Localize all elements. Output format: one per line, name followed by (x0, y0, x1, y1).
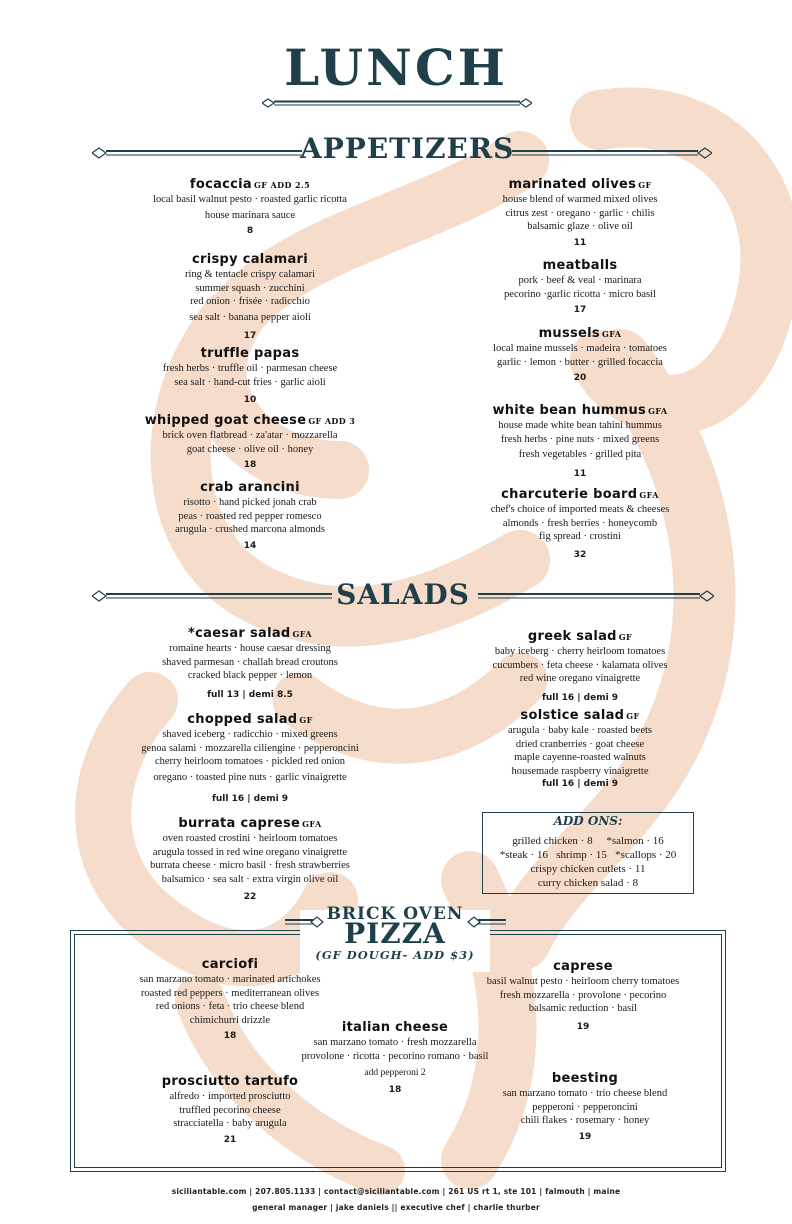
menu-item-meatballs (400, 258, 760, 317)
item-desc: fresh vegetables · grilled pita (518, 449, 642, 460)
salads-left-ornament (92, 590, 332, 602)
item-desc: chili flakes · rosemary · honey (520, 1115, 650, 1126)
menu-item-white-bean-hummus (400, 403, 760, 481)
item-name: caprese (553, 959, 613, 974)
appetizers-left-ornament (92, 147, 302, 159)
item-desc: fig spread · crostini (539, 531, 621, 542)
item-desc: san marzano tomato · fresh mozzarella (313, 1037, 477, 1048)
pizza-heading-big: PIZZA (344, 917, 446, 950)
item-tag: GF (618, 632, 633, 642)
item-desc: truffled pecorino cheese (179, 1104, 281, 1116)
item-desc: fresh herbs · truffle oil · parmesan cheese (162, 363, 338, 374)
item-desc: chimichurri drizzle (189, 1014, 271, 1026)
item-desc: pepperoni · pepperoncini (532, 1101, 638, 1113)
item-desc: chef's choice of imported meats & cheeses (490, 504, 670, 515)
item-desc: red onions · feta · trio cheese blend (155, 1001, 305, 1012)
item-name: marinated olives (508, 177, 637, 192)
page-title: LUNCH (284, 38, 508, 97)
item-name: white bean hummus (492, 403, 647, 418)
item-price: full 16 | demi 9 (541, 779, 619, 789)
item-name: *caesar salad (188, 626, 291, 641)
item-tag: GF (299, 715, 313, 725)
appetizers-right-ornament (512, 147, 712, 159)
item-desc: red wine oregano vinaigrette (519, 673, 641, 684)
item-name: crispy calamari (191, 252, 308, 267)
item-desc: shaved parmesan · challah bread croutons (162, 656, 338, 668)
item-desc: housemade raspberry vinaigrette (511, 765, 649, 777)
item-desc: arugula · crushed marcona almonds (175, 524, 325, 535)
add-ons-line: grilled chicken · 8 *salmon · 16 (512, 835, 664, 847)
item-desc: arugula · baby kale · roasted beets (507, 725, 653, 736)
item-desc: fresh herbs · pine nuts · mixed greens (500, 433, 660, 445)
item-extra: add pepperoni 2 (364, 1068, 426, 1078)
item-price: 10 (243, 395, 257, 405)
item-desc: sea salt · banana pepper aioli (189, 311, 311, 323)
item-desc: balsamic reduction · basil (528, 1003, 638, 1014)
menu-item-mussels (400, 326, 760, 385)
menu-item-solstice-salad (400, 708, 760, 791)
item-desc: stracciatella · baby arugula (173, 1118, 287, 1129)
item-name: meatballs (542, 258, 618, 273)
item-desc: house marinara sauce (204, 209, 296, 221)
item-price: 14 (243, 540, 257, 551)
item-desc: local basil walnut pesto · roasted garlic ricotta (153, 194, 347, 205)
item-desc: san marzano tomato · marinated artichokes (139, 974, 321, 985)
item-name: mussels (538, 326, 600, 341)
item-tag: GF ADD 3 (308, 416, 356, 426)
item-tag: GFA (292, 629, 312, 639)
item-price: 11 (573, 237, 587, 248)
pizza-subheading: (GF DOUGH- ADD $3) (315, 948, 475, 962)
item-tag: GFA (302, 819, 322, 829)
item-price: full 13 | demi 8.5 (207, 689, 293, 700)
item-desc: fresh mozzarella · provolone · pecorino (499, 989, 667, 1001)
item-desc: shaved iceberg · radicchio · mixed greens (162, 729, 338, 740)
add-ons-title: ADD ONS: (553, 814, 623, 828)
salads-right-ornament (478, 590, 714, 602)
item-price: 17 (243, 331, 257, 341)
item-desc: baby iceberg · cherry heirloom tomatoes (494, 646, 666, 657)
item-tag: GFA (648, 406, 668, 416)
item-price: 8 (246, 226, 254, 236)
item-price: 19 (578, 1131, 592, 1142)
item-desc: almonds · fresh berries · honeycomb (502, 517, 658, 529)
item-desc: cucumbers · feta cheese · kalamata olives (492, 659, 668, 671)
footer-contact: siciliantable.com | 207.805.1133 | contact@siciliantable.com | 261 US rt 1, ste 101 | falmouth | maine (171, 1187, 621, 1196)
item-desc: local maine mussels · madeira · tomatoes (493, 343, 667, 354)
item-desc: romaine hearts · house caesar dressing (169, 643, 331, 654)
item-desc: red onion · frisée · radicchio (190, 296, 310, 307)
item-desc: sea salt · hand-cut fries · garlic aioli (174, 376, 326, 388)
item-desc: risotto · hand picked jonah crab (183, 497, 317, 508)
item-name: chopped salad (187, 712, 298, 727)
title-underline-ornament (262, 98, 532, 108)
item-name: italian cheese (341, 1020, 449, 1035)
item-desc: brick oven flatbread · za'atar · mozzarella (162, 430, 338, 441)
item-tag: GFA (639, 490, 659, 500)
item-price: full 16 | demi 9 (211, 794, 289, 804)
item-desc: maple cayenne-roasted walnuts (514, 752, 646, 763)
item-price: 18 (243, 460, 257, 470)
item-name: burrata caprese (178, 816, 301, 831)
item-desc: genoa salami · mozzarella ciliengine · pepperoncini (141, 742, 359, 754)
item-name: greek salad (527, 629, 617, 644)
menu-item-chopped-salad (60, 712, 440, 806)
item-desc: roasted red peppers · mediterranean olives (140, 987, 320, 999)
item-desc: oven roasted crostini · heirloom tomatoes (162, 833, 338, 844)
item-name: prosciutto tartufo (161, 1074, 299, 1089)
item-tag: GF (638, 180, 652, 190)
menu-item-focaccia (70, 177, 430, 238)
item-desc: ring & tentacle crispy calamari (184, 269, 316, 280)
item-price: 20 (573, 373, 587, 383)
menu-item-charcuterie-board (400, 487, 760, 562)
item-desc: pecorino ·garlic ricotta · micro basil (504, 288, 656, 300)
item-desc: house made white bean tahini hummus (498, 420, 662, 431)
footer-staff: general manager | jake daniels || executive chef | charlie thurber (252, 1203, 540, 1212)
item-price: 11 (573, 468, 587, 479)
item-name: focaccia (189, 177, 252, 192)
item-price: 21 (223, 1134, 237, 1145)
item-desc: cherry heirloom tomatoes · pickled red onion (154, 756, 346, 767)
item-price: 19 (576, 1021, 590, 1032)
item-name: truffle papas (200, 346, 300, 361)
item-desc: summer squash · zucchini (195, 282, 305, 294)
item-price: 32 (573, 549, 587, 560)
item-desc: san marzano tomato · trio cheese blend (502, 1088, 668, 1099)
add-ons-line: crispy chicken cutlets · 11 (530, 863, 646, 875)
item-price: 18 (223, 1031, 237, 1041)
menu-item-greek-salad (400, 629, 760, 705)
item-desc: goat cheese · olive oil · honey (186, 443, 314, 455)
item-desc: provolone · ricotta · pecorino romano · basil (301, 1050, 489, 1062)
item-desc: peas · roasted red pepper romesco (178, 510, 322, 522)
item-price: 17 (573, 305, 587, 315)
item-name: charcuterie board (501, 487, 638, 502)
item-price: 18 (388, 1084, 402, 1095)
add-ons-box (482, 812, 694, 894)
menu-item-crispy-calamari (70, 252, 430, 343)
item-desc: burrata cheese · micro basil · fresh strawberries (150, 860, 350, 871)
menu-item-crab-arancini (70, 480, 430, 553)
item-price: full 16 | demi 9 (541, 692, 619, 703)
item-desc: citrus zest · oregano · garlic · chilis (505, 207, 655, 219)
item-name: solstice salad (520, 708, 625, 723)
item-desc: basil walnut pesto · heirloom cherry tomatoes (486, 976, 680, 987)
menu-item-beesting (440, 1071, 730, 1144)
item-desc: pork · beef & veal · marinara (518, 275, 642, 286)
item-desc: garlic · lemon · butter · grilled focaccia (497, 356, 663, 368)
menu-item-truffle-papas (70, 346, 430, 407)
item-desc: house blend of warmed mixed olives (502, 194, 658, 205)
item-tag: GF ADD 2.5 (254, 180, 311, 190)
item-desc: oregano · toasted pine nuts · garlic vinaigrette (153, 771, 347, 783)
add-ons-line: curry chicken salad · 8 (537, 877, 639, 889)
item-desc: alfredo · imported prosciutto (169, 1091, 291, 1102)
appetizers-heading: APPETIZERS (300, 132, 515, 165)
pizza-heading-small: BRICK OVEN (326, 904, 464, 924)
item-desc: balsamico · sea salt · extra virgin olive oil (161, 873, 339, 885)
item-name: beesting (551, 1071, 619, 1086)
menu-item-whipped-goat-cheese (70, 413, 430, 472)
item-tag: GFA (601, 329, 622, 339)
item-name: crab arancini (200, 480, 300, 495)
item-desc: arugula tossed in red wine oregano vinaigrette (152, 846, 348, 858)
add-ons-line: *steak · 16 shrimp · 15 *scallops · 20 (499, 849, 677, 861)
item-price: 22 (243, 892, 257, 902)
item-tag: GF (626, 711, 640, 721)
menu-item-burrata-caprese (60, 816, 440, 904)
menu-item-caesar-salad (60, 626, 440, 702)
item-desc: dried cranberries · goat cheese (515, 738, 645, 750)
item-name: whipped goat cheese (144, 413, 307, 428)
salads-heading: SALADS (336, 578, 470, 611)
item-desc: cracked black pepper · lemon (187, 670, 313, 681)
item-name: carciofi (201, 957, 259, 972)
menu-item-marinated-olives (400, 177, 760, 250)
menu-item-prosciutto-tartufo (90, 1074, 370, 1147)
item-desc: balsamic glaze · olive oil (527, 221, 633, 232)
